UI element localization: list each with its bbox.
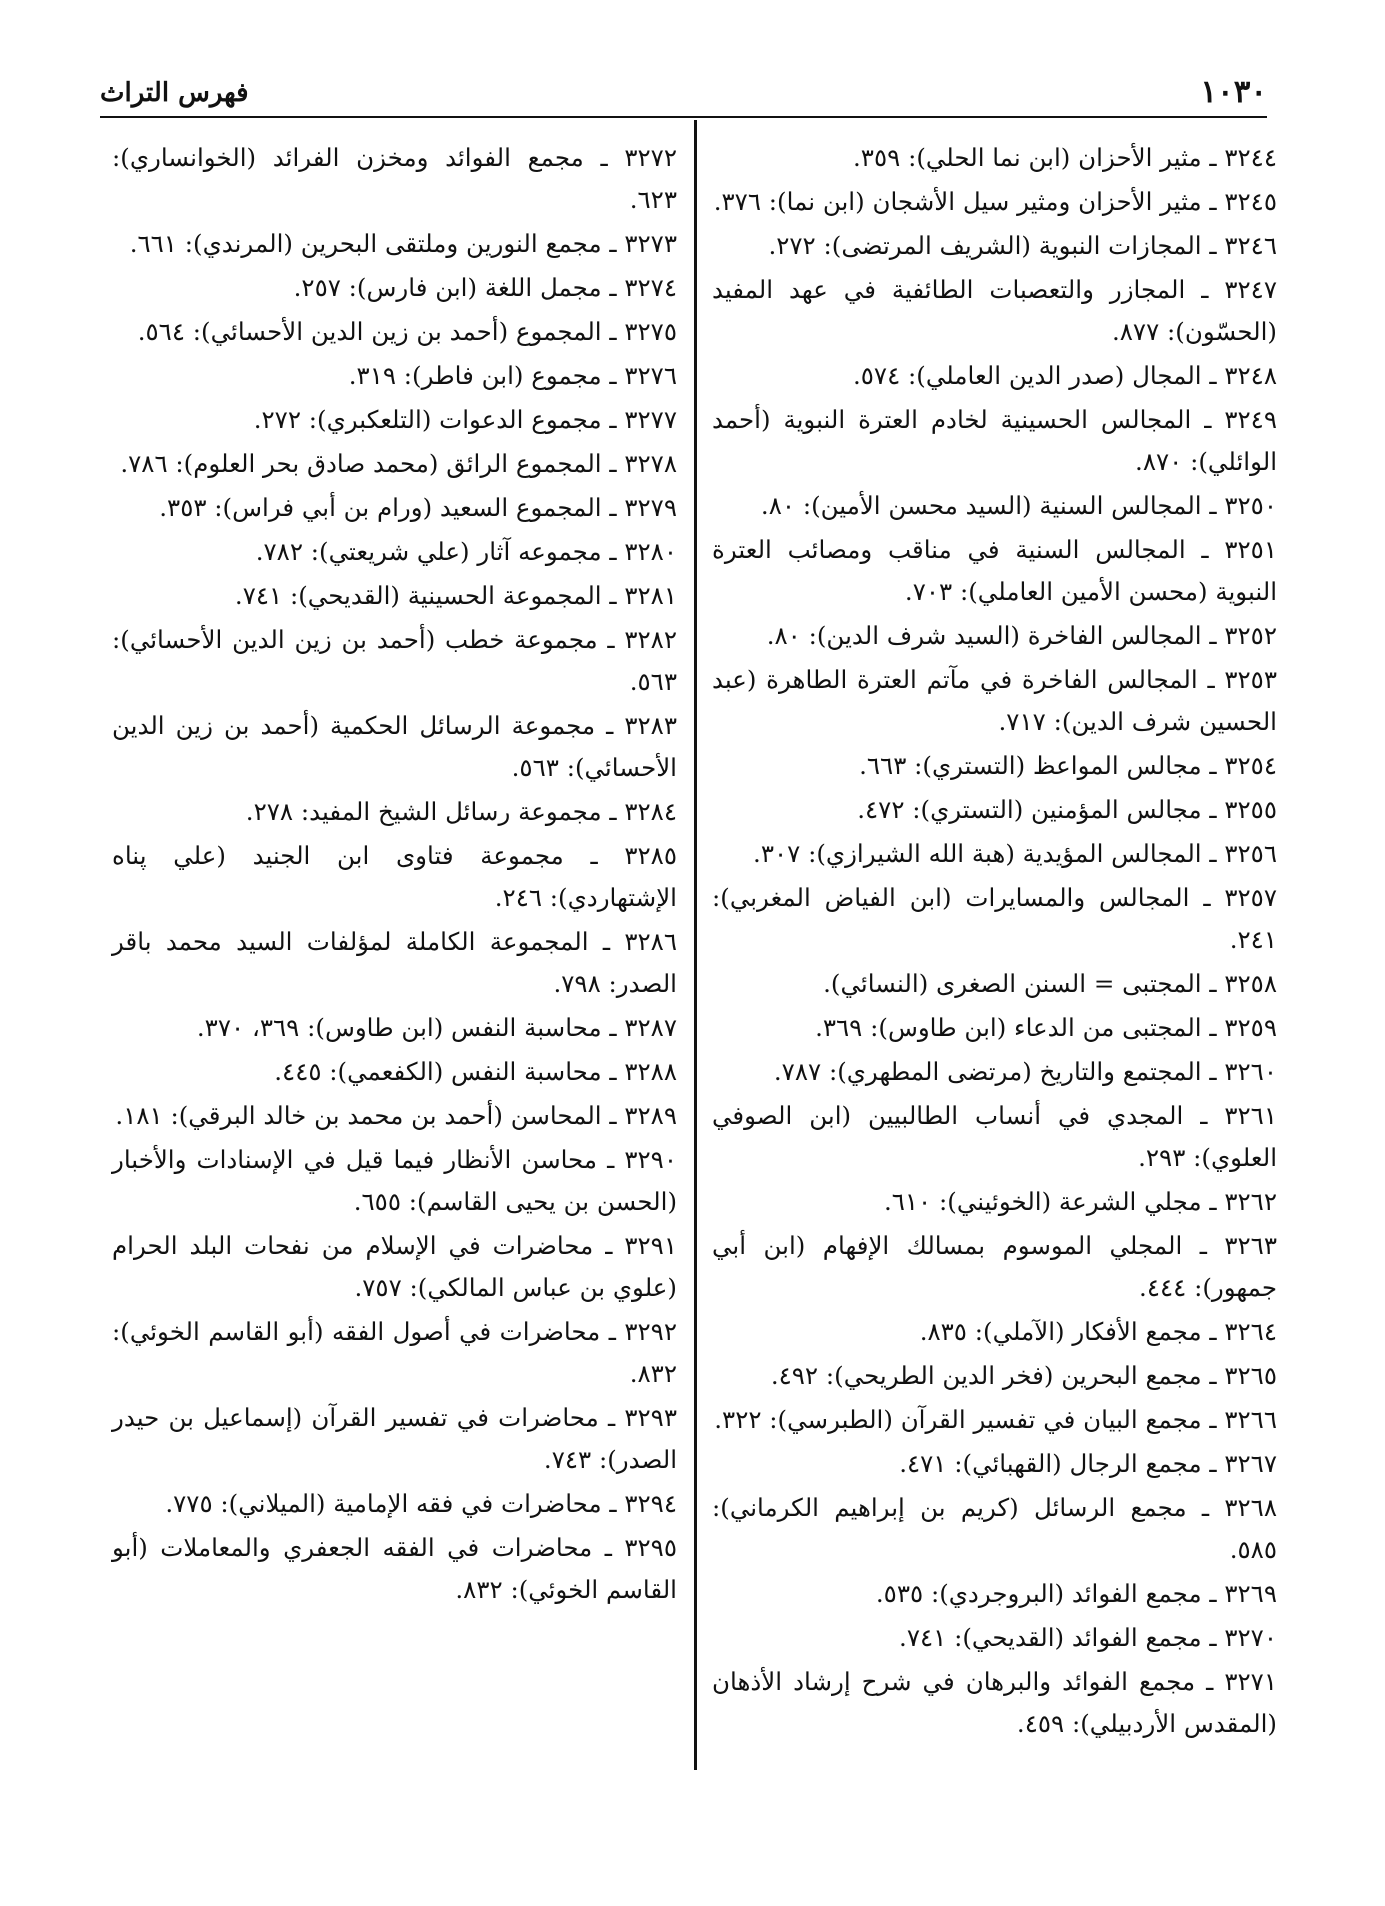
- index-entry: [112, 575, 677, 617]
- index-entry: [712, 1355, 1277, 1397]
- column-divider: [694, 120, 697, 1770]
- index-entry-text: ٣٢٥٩ ـ المجتبى من الدعاء (ابن طاوس): ٣٦٩.: [815, 1013, 1277, 1042]
- index-entry-text: ٣٢٦٦ ـ مجمع البيان في تفسير القرآن (الطبرسي): ٣٢٢.: [714, 1405, 1277, 1434]
- page-header: [100, 70, 1267, 122]
- index-entry-text: ٣٢٨٨ ـ محاسبة النفس (الكفعمي): ٤٤٥.: [274, 1057, 677, 1086]
- index-entry-text: ٣٢٦١ ـ المجدي في أنساب الطالبيين (ابن الصوفي العلوي): ٢٩٣.: [712, 1101, 1277, 1172]
- index-entry: [712, 1617, 1277, 1659]
- index-entry: [712, 1051, 1277, 1093]
- index-entry-text: ٣٢٤٦ ـ المجازات النبوية (الشريف المرتضى): ٢٧٢.: [768, 231, 1277, 260]
- index-entry: [712, 181, 1277, 223]
- index-entry: [112, 705, 677, 789]
- index-entry: [112, 1311, 677, 1395]
- index-entry: [112, 399, 677, 441]
- index-entry: [112, 1051, 677, 1093]
- index-entry-text: ٣٢٨٧ ـ محاسبة النفس (ابن طاوس): ٣٦٩، ٣٧٠.: [196, 1013, 677, 1042]
- index-entry: [712, 137, 1277, 179]
- index-entry-text: ٣٢٥٥ ـ مجالس المؤمنين (التستري): ٤٧٢.: [857, 795, 1277, 824]
- left-column: [112, 137, 677, 1613]
- index-entry-text: ٣٢٧٤ ـ مجمل اللغة (ابن فارس): ٢٥٧.: [293, 273, 677, 302]
- index-entry: [112, 835, 677, 919]
- index-entry-text: ٣٢٧٨ ـ المجموع الرائق (محمد صادق بحر العلوم): ٧٨٦.: [120, 449, 677, 478]
- index-entry-text: ٣٢٦٥ ـ مجمع البحرين (فخر الدين الطريحي): ٤٩٢.: [770, 1361, 1277, 1390]
- index-entry-text: ٣٢٨٥ ـ مجموعة فتاوى ابن الجنيد (علي پناه الإشتهاردي): ٢٤٦.: [112, 841, 677, 912]
- header-rule: [100, 116, 1267, 118]
- index-entry: [112, 1007, 677, 1049]
- index-entry: [712, 1181, 1277, 1223]
- index-entry: [112, 487, 677, 529]
- index-entry-text: ٣٢٩٢ ـ محاضرات في أصول الفقه (أبو القاسم الخوئي): ٨٣٢.: [112, 1317, 677, 1388]
- index-entry: [112, 267, 677, 309]
- index-entry-text: ٣٢٧٩ ـ المجموع السعيد (ورام بن أبي فراس): ٣٥٣.: [159, 493, 677, 522]
- index-entry: [712, 789, 1277, 831]
- index-entry-text: ٣٢٩١ ـ محاضرات في الإسلام من نفحات البلد الحرام (علوي بن عباس المالكي): ٧٥٧.: [112, 1231, 677, 1302]
- index-entry-text: ٣٢٦٩ ـ مجمع الفوائد (البروجردي): ٥٣٥.: [875, 1579, 1277, 1608]
- index-entry: [112, 531, 677, 573]
- index-entry: [712, 1225, 1277, 1309]
- index-entry: [112, 921, 677, 1005]
- index-entry: [112, 311, 677, 353]
- index-entry: [712, 1443, 1277, 1485]
- index-entry: [712, 1311, 1277, 1353]
- index-entry-text: ٣٢٤٨ ـ المجال (صدر الدين العاملي): ٥٧٤.: [852, 361, 1277, 390]
- index-entry-text: ٣٢٥١ ـ المجالس السنية في مناقب ومصائب العترة النبوية (محسن الأمين العاملي): ٧٠٣.: [712, 535, 1277, 606]
- index-entry: [712, 225, 1277, 267]
- index-entry: [712, 877, 1277, 961]
- index-entry: [712, 659, 1277, 743]
- index-entry-text: ٣٢٥٨ ـ المجتبى = السنن الصغرى (النسائي).: [823, 969, 1277, 998]
- index-entry: [112, 619, 677, 703]
- index-entry-text: ٣٢٨١ ـ المجموعة الحسينية (القديحي): ٧٤١.: [234, 581, 677, 610]
- index-entry: [712, 963, 1277, 1005]
- index-entry-text: ٣٢٤٤ ـ مثير الأحزان (ابن نما الحلي): ٣٥٩.: [853, 143, 1277, 172]
- running-title: فهرس التراث: [100, 78, 249, 108]
- index-entry-text: ٣٢٦٢ ـ مجلي الشرعة (الخوئيني): ٦١٠.: [883, 1187, 1277, 1216]
- index-entry: [712, 399, 1277, 483]
- index-entry-text: ٣٢٦٠ ـ المجتمع والتاريخ (مرتضى المطهري): ٧٨٧.: [773, 1057, 1277, 1086]
- index-entry: [712, 1487, 1277, 1571]
- index-entry: [712, 529, 1277, 613]
- index-entry: [712, 1661, 1277, 1745]
- index-entry-text: ٣٢٧٧ ـ مجموع الدعوات (التلعكبري): ٢٧٢.: [253, 405, 677, 434]
- index-entry-text: ٣٢٧٠ ـ مجمع الفوائد (القديحي): ٧٤١.: [899, 1623, 1277, 1652]
- index-entry: [712, 833, 1277, 875]
- index-entry-text: ٣٢٨٦ ـ المجموعة الكاملة لمؤلفات السيد محمد باقر الصدر: ٧٩٨.: [112, 927, 677, 998]
- index-entry: [712, 1095, 1277, 1179]
- index-entry-text: ٣٢٥٠ ـ المجالس السنية (السيد محسن الأمين): ٨٠.: [760, 491, 1277, 520]
- index-entry: [112, 1139, 677, 1223]
- index-entry: [712, 355, 1277, 397]
- index-entry-text: ٣٢٤٧ ـ المجازر والتعصبات الطائفية في عهد المفيد (الحسّون): ٨٧٧.: [712, 275, 1277, 346]
- index-entry: [712, 1573, 1277, 1615]
- index-entry-text: ٣٢٩٠ ـ محاسن الأنظار فيما قيل في الإسنادات والأخبار (الحسن بن يحيى القاسم): ٦٥٥.: [112, 1145, 677, 1216]
- index-entry: [712, 615, 1277, 657]
- index-entry: [712, 269, 1277, 353]
- index-entry: [112, 223, 677, 265]
- index-entry-text: ٣٢٥٣ ـ المجالس الفاخرة في مآتم العترة الطاهرة (عبد الحسين شرف الدين): ٧١٧.: [712, 665, 1277, 736]
- index-entry-text: ٣٢٦٧ ـ مجمع الرجال (القهبائي): ٤٧١.: [899, 1449, 1277, 1478]
- index-entry-text: ٣٢٨٤ ـ مجموعة رسائل الشيخ المفيد: ٢٧٨.: [245, 797, 677, 826]
- index-entry-text: ٣٢٥٦ ـ المجالس المؤيدية (هبة الله الشيرازي): ٣٠٧.: [753, 839, 1277, 868]
- index-entry-text: ٣٢٨٢ ـ مجموعة خطب (أحمد بن زين الدين الأحسائي): ٥٦٣.: [112, 625, 677, 696]
- index-entry-text: ٣٢٦٨ ـ مجمع الرسائل (كريم بن إبراهيم الكرماني): ٥٨٥.: [712, 1493, 1277, 1564]
- index-entry: [112, 1095, 677, 1137]
- index-entry: [712, 485, 1277, 527]
- index-entry-text: ٣٢٥٢ ـ المجالس الفاخرة (السيد شرف الدين): ٨٠.: [766, 621, 1277, 650]
- index-entry: [112, 1397, 677, 1481]
- index-entry: [712, 745, 1277, 787]
- index-entry-text: ٣٢٤٩ ـ المجالس الحسينية لخادم العترة النبوية (أحمد الوائلي): ٨٧٠.: [712, 405, 1277, 476]
- index-entry-text: ٣٢٤٥ ـ مثير الأحزان ومثير سيل الأشجان (ابن نما): ٣٧٦.: [713, 187, 1277, 216]
- index-entry: [112, 1483, 677, 1525]
- index-entry-text: ٣٢٩٥ ـ محاضرات في الفقه الجعفري والمعاملات (أبو القاسم الخوئي): ٨٣٢.: [112, 1533, 677, 1604]
- index-entry-text: ٣٢٥٤ ـ مجالس المواعظ (التستري): ٦٦٣.: [859, 751, 1277, 780]
- right-column: [712, 137, 1277, 1747]
- index-entry: [112, 791, 677, 833]
- index-entry-text: ٣٢٨٩ ـ المحاسن (أحمد بن محمد بن خالد البرقي): ١٨١.: [115, 1101, 677, 1130]
- index-entry-text: ٣٢٧٦ ـ مجموع (ابن فاطر): ٣١٩.: [348, 361, 677, 390]
- index-entry-text: ٣٢٩٤ ـ محاضرات في فقه الإمامية (الميلاني): ٧٧٥.: [165, 1489, 677, 1518]
- index-entry: [112, 443, 677, 485]
- index-entry-text: ٣٢٧١ ـ مجمع الفوائد والبرهان في شرح إرشاد الأذهان (المقدس الأردبيلي): ٤٥٩.: [712, 1667, 1277, 1738]
- index-entry: [112, 355, 677, 397]
- index-entry: [712, 1007, 1277, 1049]
- index-entry-text: ٣٢٦٤ ـ مجمع الأفكار (الآملي): ٨٣٥.: [919, 1317, 1277, 1346]
- index-entry-text: ٣٢٧٥ ـ المجموع (أحمد بن زين الدين الأحسائي): ٥٦٤.: [137, 317, 677, 346]
- index-entry-text: ٣٢٩٣ ـ محاضرات في تفسير القرآن (إسماعيل بن حيدر الصدر): ٧٤٣.: [112, 1403, 677, 1474]
- index-entry: [712, 1399, 1277, 1441]
- index-entry: [112, 1225, 677, 1309]
- index-entry-text: ٣٢٧٢ ـ مجمع الفوائد ومخزن الفرائد (الخوانساري): ٦٢٣.: [112, 143, 677, 214]
- index-entry-text: ٣٢٥٧ ـ المجالس والمسايرات (ابن الفياض المغربي): ٢٤١.: [712, 883, 1277, 954]
- index-entry: [112, 137, 677, 221]
- index-entry-text: ٣٢٧٣ ـ مجمع النورين وملتقى البحرين (المرندي): ٦٦١.: [129, 229, 677, 258]
- index-entry: [112, 1527, 677, 1611]
- index-entry-text: ٣٢٨٣ ـ مجموعة الرسائل الحكمية (أحمد بن زين الدين الأحسائي): ٥٦٣.: [112, 711, 677, 782]
- index-entry-text: ٣٢٨٠ ـ مجموعه آثار (علي شريعتي): ٧٨٢.: [255, 537, 677, 566]
- index-entry-text: ٣٢٦٣ ـ المجلي الموسوم بمسالك الإفهام (ابن أبي جمهور): ٤٤٤.: [712, 1231, 1277, 1302]
- page-number: ١٠٣٠: [1200, 74, 1267, 110]
